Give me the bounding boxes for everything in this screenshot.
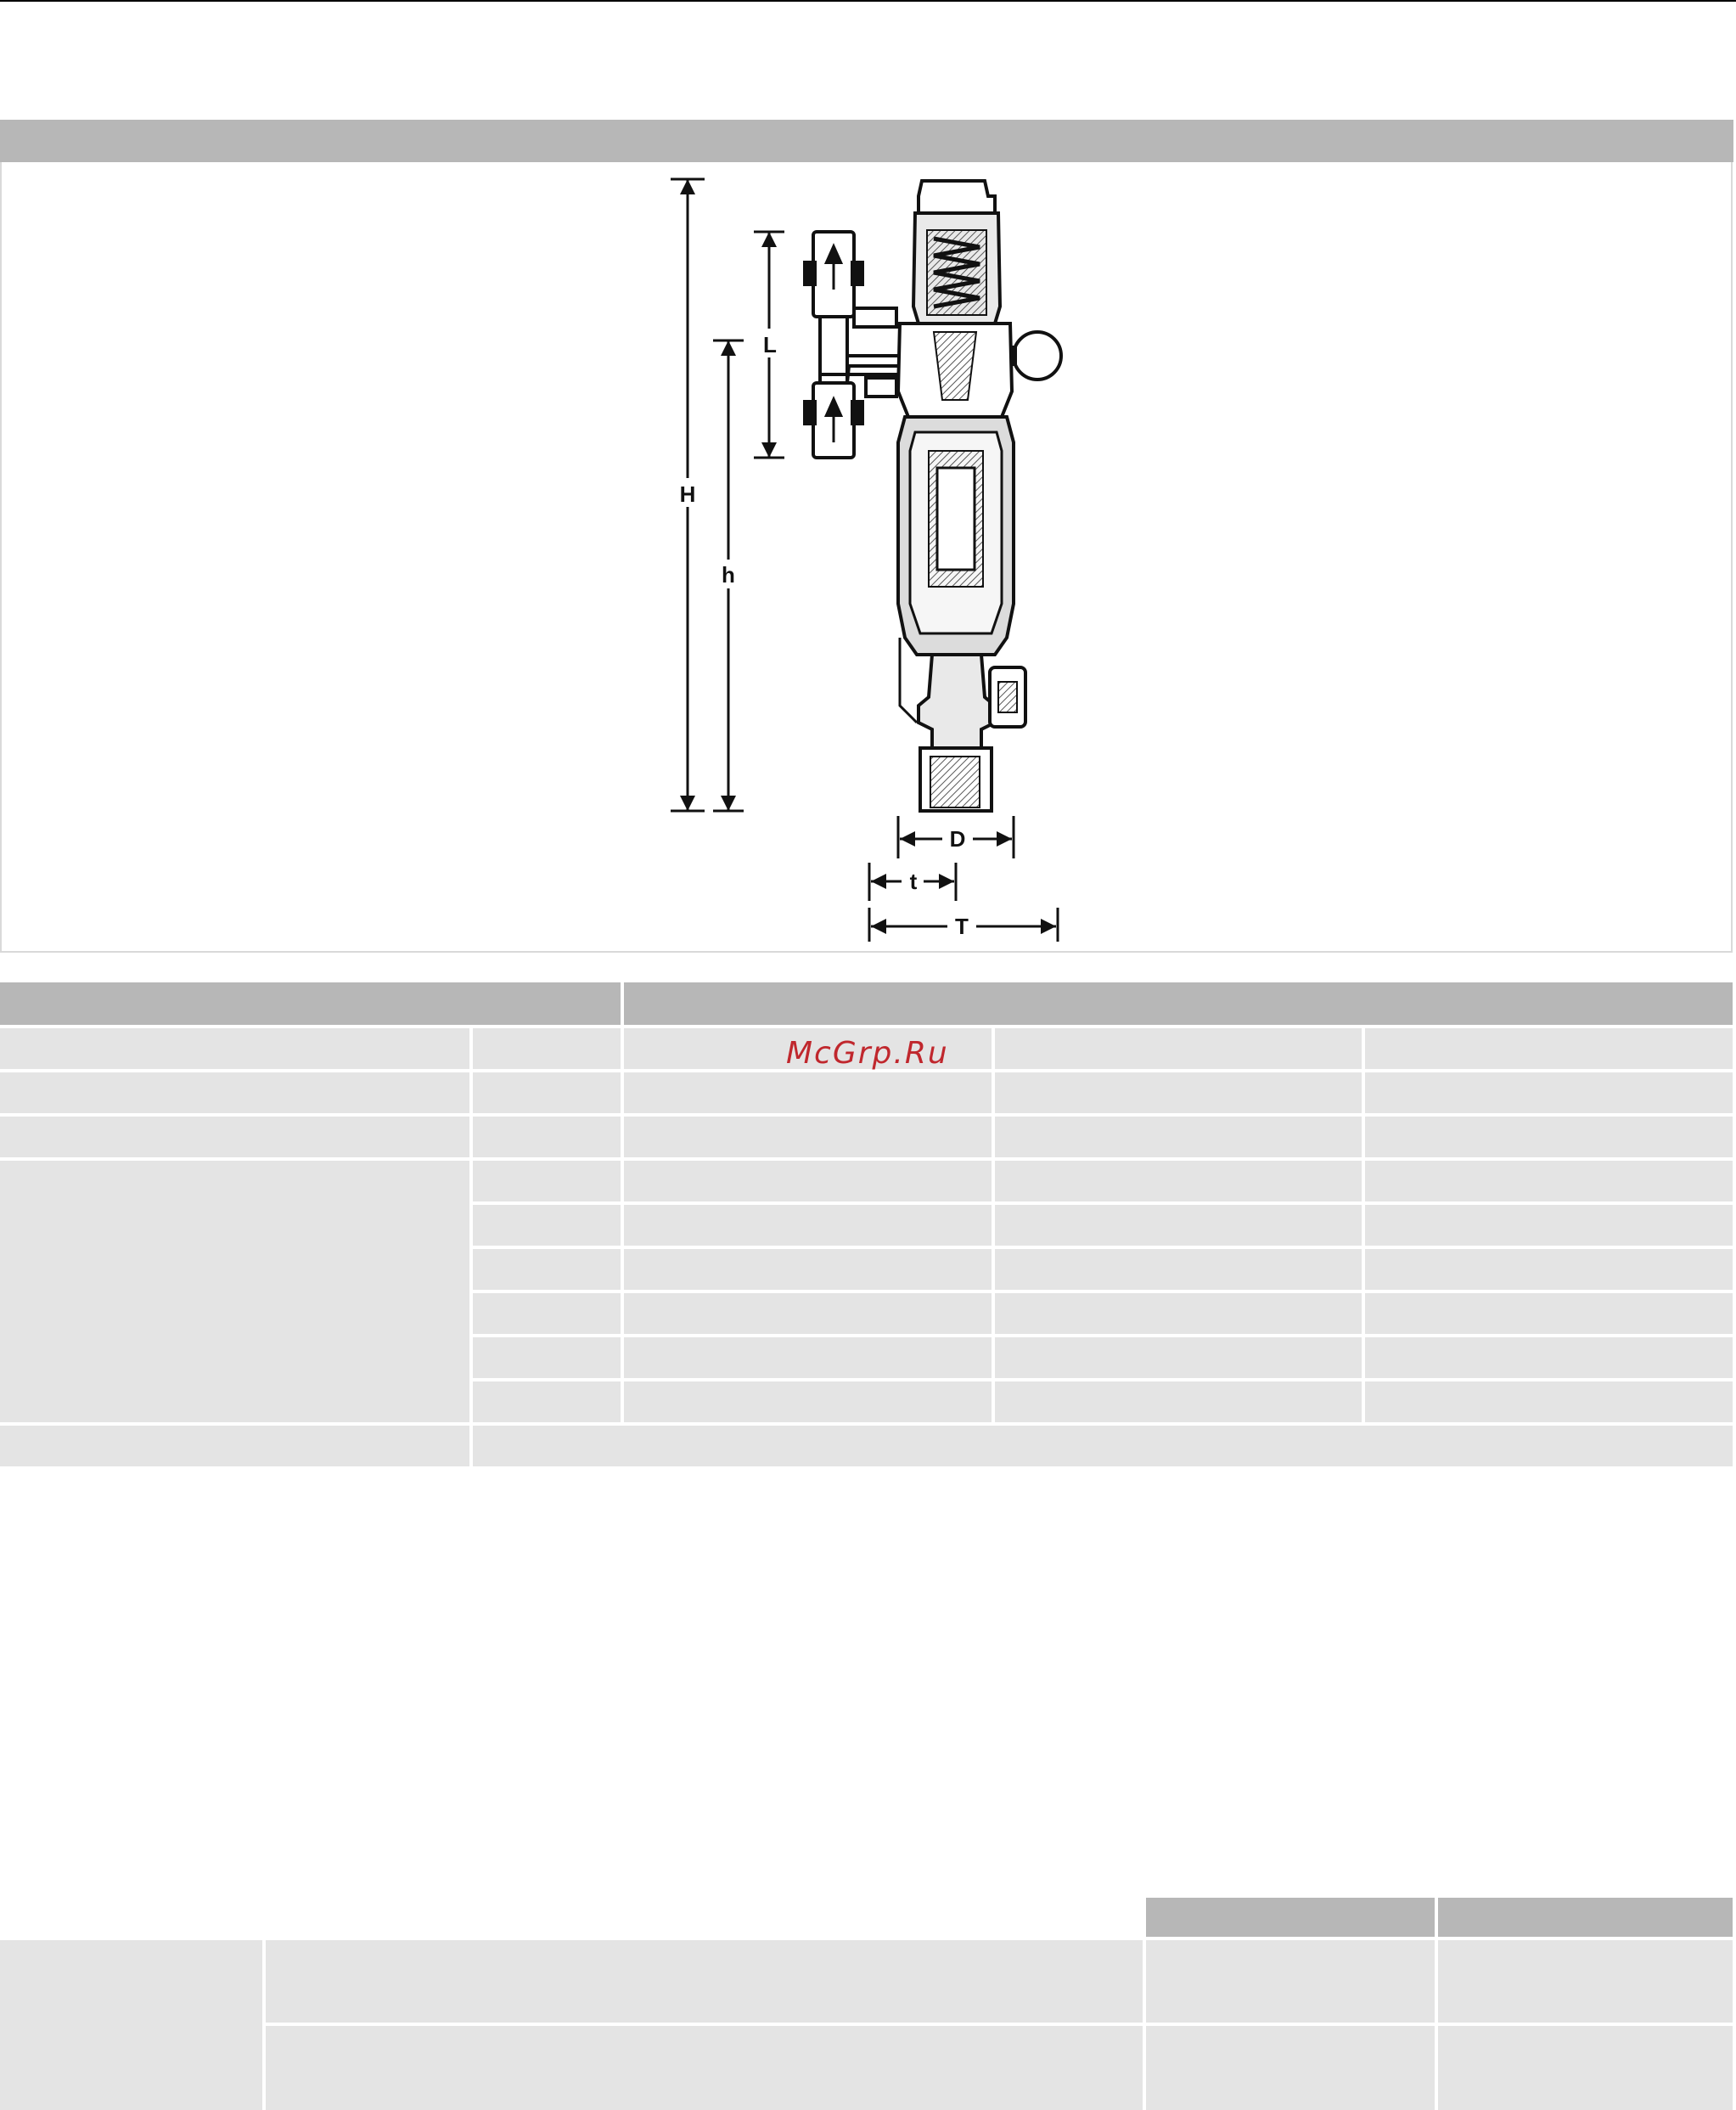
label-D: D — [949, 826, 966, 852]
table-cell — [1365, 1337, 1733, 1378]
table-cell — [995, 1161, 1362, 1201]
table-cell — [473, 1161, 621, 1201]
table-cell — [624, 1205, 992, 1246]
table-cell — [995, 1117, 1362, 1157]
table-cell — [0, 1426, 469, 1466]
table-cell — [473, 1381, 621, 1422]
table-cell — [995, 1249, 1362, 1290]
table-cell — [1365, 1249, 1733, 1290]
label-t: t — [909, 869, 918, 894]
table-cell — [1365, 1072, 1733, 1113]
dimension-L — [754, 232, 784, 458]
label-L: L — [763, 332, 777, 357]
table-cell — [473, 1293, 621, 1334]
table-cell-merged — [0, 1940, 262, 2110]
watermark: McGrp.Ru — [786, 1036, 949, 1071]
table-cell — [1365, 1381, 1733, 1422]
dimension-H — [671, 179, 705, 811]
table-cell — [266, 1940, 1143, 2023]
filter-valve-diagram — [0, 162, 1733, 953]
table-cell-merged — [0, 1161, 469, 1422]
table-cell — [1365, 1293, 1733, 1334]
valve-body — [898, 181, 1061, 811]
table-cell — [1365, 1161, 1733, 1201]
label-h: h — [722, 562, 735, 588]
table-cell — [473, 1337, 621, 1378]
table-cell — [1146, 2026, 1435, 2110]
top-rule — [0, 0, 1736, 2]
dimension-t — [869, 863, 956, 901]
table-cell-merged — [473, 1426, 1733, 1466]
table-cell — [1365, 1205, 1733, 1246]
table-cell — [995, 1381, 1362, 1422]
table-cell — [624, 1381, 992, 1422]
table-cell — [995, 1337, 1362, 1378]
table-cell — [1146, 1940, 1435, 2023]
table-cell — [473, 1249, 621, 1290]
table-cell — [1438, 1940, 1733, 2023]
label-T: T — [955, 914, 969, 939]
table-cell — [266, 2026, 1143, 2110]
figure-header-bar — [0, 120, 1733, 162]
table-cell — [624, 1117, 992, 1157]
table-cell — [624, 1337, 992, 1378]
dimension-T — [869, 908, 1058, 942]
table-cell — [0, 1072, 469, 1113]
table-cell — [624, 1293, 992, 1334]
label-H: H — [679, 481, 696, 507]
table-cell — [0, 1028, 469, 1069]
table-cell — [1365, 1117, 1733, 1157]
table-header — [1146, 1898, 1435, 1937]
table-cell — [995, 1072, 1362, 1113]
dimension-D — [898, 816, 1014, 858]
table-cell — [624, 1072, 992, 1113]
table-cell — [995, 1028, 1362, 1069]
table-cell — [473, 1072, 621, 1113]
table-cell — [995, 1293, 1362, 1334]
table-cell — [995, 1205, 1362, 1246]
table-cell — [0, 1117, 469, 1157]
table-header-left — [0, 982, 621, 1025]
table-cell — [1438, 2026, 1733, 2110]
table-cell — [624, 1249, 992, 1290]
table-cell — [1365, 1028, 1733, 1069]
table-cell — [473, 1205, 621, 1246]
table-cell — [624, 1161, 992, 1201]
table-cell — [473, 1117, 621, 1157]
dimension-h — [713, 340, 744, 811]
table-header-right — [624, 982, 1733, 1025]
table-header — [1438, 1898, 1733, 1937]
table-cell — [473, 1028, 621, 1069]
